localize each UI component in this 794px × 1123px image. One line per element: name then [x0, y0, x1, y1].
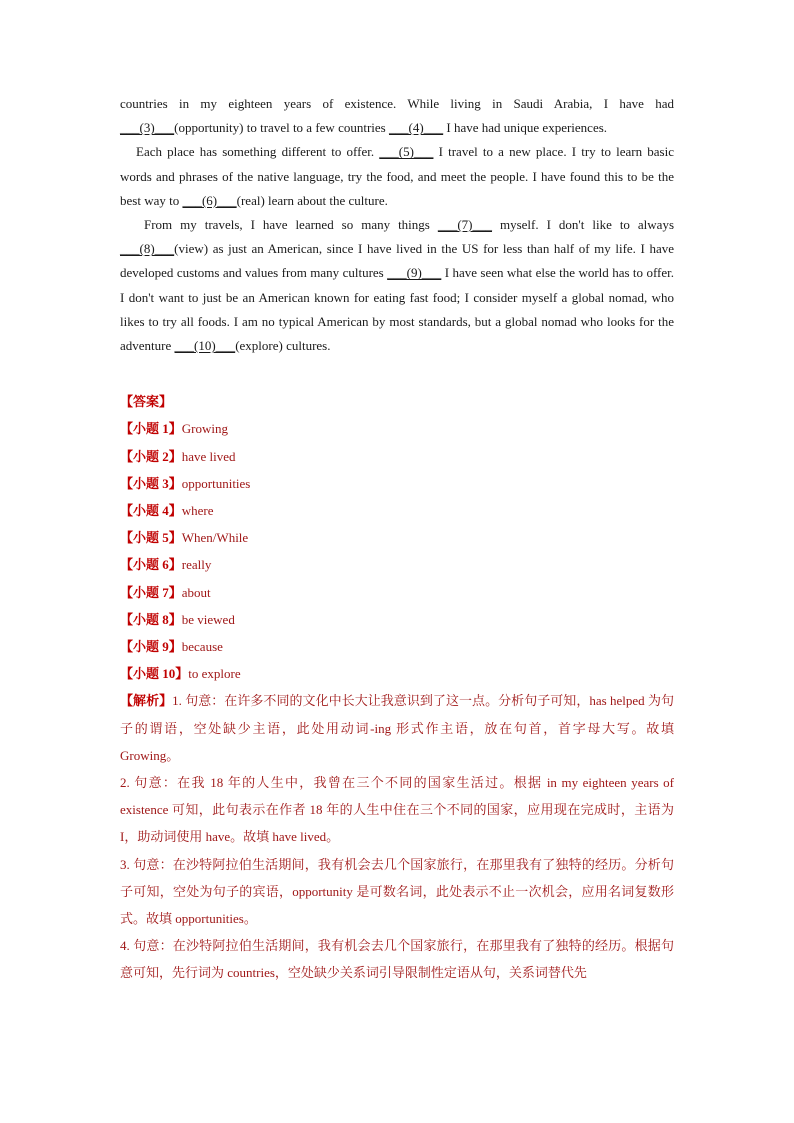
answer-value: because — [181, 638, 223, 654]
p2-text-1: Each place has something different to offer. — [136, 144, 380, 160]
p2-text-2: I travel to a new place. I try to learn basic words and phrases of the native language, try the food, and meet the people. I have found this to be the best way to — [120, 144, 674, 208]
analysis-text-3: 3. 句意：在沙特阿拉伯生活期间，我有机会去几个国家旅行，在那里我有了独特的经历。分析句子可知，空处为句子的宾语，opportunity 是可数名词，此处表示不止一次机会，应用名词复数形式。故填 opportunities。 — [120, 856, 674, 926]
answer-value: have lived — [181, 448, 236, 464]
answer-label: 【小题 3】 — [120, 475, 182, 491]
answer-item — [120, 633, 674, 660]
p1-text-3: I have had unique experiences. — [443, 120, 608, 136]
passage-paragraph-2 — [120, 140, 674, 213]
analysis-text-4: 4. 句意：在沙特阿拉伯生活期间，我有机会去几个国家旅行，在那里我有了独特的经历。根据句意可知，先行词为 countries，空处缺少关系词引导限制性定语从句，关系词替代先 — [120, 938, 674, 981]
p1-text-1: countries in my eighteen years of existence. While living in Saudi Arabia, I have had — [120, 96, 674, 111]
p3-text-5: (explore) cultures. — [235, 338, 331, 354]
p3-text-2: myself. I don't like to always — [492, 217, 675, 233]
analysis-item-4 — [120, 932, 674, 986]
answer-value: to explore — [188, 666, 241, 682]
answer-label: 【小题 2】 — [120, 448, 182, 464]
blank-10: ___(10)___ — [174, 338, 236, 354]
document-page — [120, 92, 674, 987]
blank-6: ___(6)___ — [182, 192, 237, 208]
answer-label: 【小题 5】 — [120, 530, 182, 546]
answer-value: When/While — [181, 530, 249, 546]
answer-item — [120, 497, 674, 524]
answer-item — [120, 660, 674, 687]
analysis-item-2 — [120, 769, 674, 851]
answer-value: about — [181, 584, 211, 600]
answer-item — [120, 551, 674, 578]
analysis-item-1 — [120, 687, 674, 769]
answer-section — [120, 388, 674, 986]
answer-value: be viewed — [181, 611, 235, 627]
answer-item — [120, 579, 674, 606]
answer-heading: 【答案】 — [120, 394, 173, 410]
answer-label: 【小题 7】 — [120, 584, 182, 600]
analysis-text-2: 2. 句意：在我 18 年的人生中，我曾在三个不同的国家生活过。根据 in my eighteen years of existence 可知，此句表示在作者 18 年的人生中住在三个不同的国家，应用现在完成时，主语为 I，助动词使用 have。故填 have lived。 — [120, 774, 674, 845]
p2-text-3: (real) learn about the culture. — [236, 192, 388, 208]
answer-item — [120, 524, 674, 551]
blank-8: ___(8)___ — [120, 241, 175, 257]
analysis-item-3 — [120, 851, 674, 933]
passage-paragraph-1 — [120, 92, 674, 140]
blank-9: ___(9)___ — [387, 265, 442, 281]
p3-text-1: From my travels, I have learned so many things — [144, 217, 438, 233]
analysis-text-1: 1. 句意：在许多不同的文化中长大让我意识到了这一点。分析句子可知，has helped 为句子的谓语，空处缺少主语，此处用动词-ing 形式作主语，放在句首，首字母大写。故填 Growing。 — [120, 693, 674, 763]
p1-text-2: (opportunity) to travel to a few countries — [174, 120, 389, 136]
answer-item — [120, 415, 674, 442]
answer-item — [120, 606, 674, 633]
blank-3: ___(3)___ — [120, 120, 175, 136]
blank-4: ___(4)___ — [388, 120, 444, 136]
answer-label: 【小题 1】 — [120, 421, 182, 437]
p3-text-4: I have seen what else the world has to offer. I don't want to just be an American known for eating fast food; I consider myself a global nomad, who likes to try all foods. I am no typical American by most standards, but a global nomad who looks for the adventure — [120, 265, 674, 354]
analysis-tag: 【解析】 — [120, 693, 173, 709]
answer-item — [120, 443, 674, 470]
p3-text-3: (view) as just an American, since I have lived in the US for less than half of my life. I have developed customs and values from many cultures — [120, 241, 674, 281]
answer-value: really — [181, 557, 212, 573]
answer-label: 【小题 6】 — [120, 557, 182, 573]
answer-value: Growing — [181, 421, 228, 437]
answer-label: 【小题 8】 — [120, 611, 182, 627]
passage-paragraph-3 — [120, 213, 674, 358]
answer-label: 【小题 9】 — [120, 638, 182, 654]
blank-5: ___(5)___ — [379, 144, 434, 160]
answer-value: opportunities — [181, 475, 251, 491]
answer-label: 【小题 4】 — [120, 502, 182, 518]
answer-label: 【小题 10】 — [120, 666, 189, 682]
answer-value: where — [181, 502, 214, 518]
answer-item — [120, 470, 674, 497]
blank-7: ___(7)___ — [437, 217, 493, 233]
